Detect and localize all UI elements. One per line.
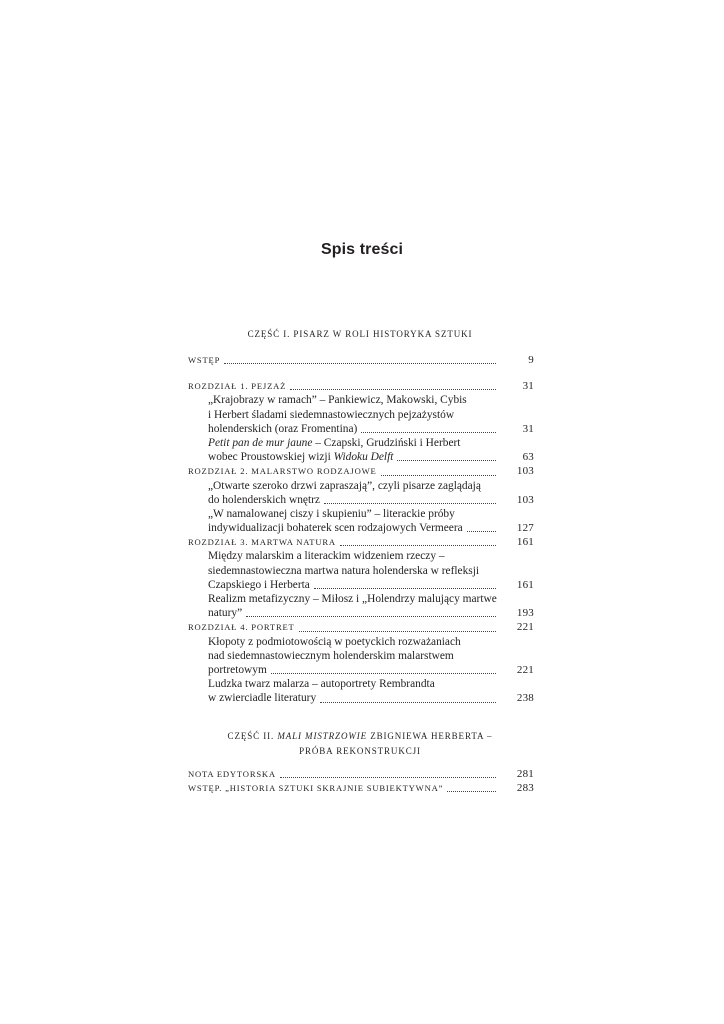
toc-page-number: 127	[516, 522, 534, 535]
toc-entry-label: ROZDZIAŁ 3. MARTWA NATURA	[188, 537, 336, 548]
part-2-heading-pre: CZĘŚĆ II.	[227, 731, 278, 741]
toc-page-number: 103	[516, 465, 534, 478]
toc-subentry-line[interactable]	[188, 521, 534, 535]
part-2-heading-post: ZBIGNIEWA HERBERTA –	[367, 731, 493, 741]
dot-leader	[246, 614, 496, 617]
toc-subentry-text: do holenderskich wnętrz	[208, 493, 320, 506]
toc-page-number: 221	[516, 621, 534, 634]
dot-leader	[320, 700, 496, 703]
dot-leader	[467, 529, 496, 532]
toc-entry-nota-edytorska[interactable]	[188, 767, 534, 781]
toc-subentry-line[interactable]	[188, 606, 534, 620]
toc-subentry-text: holenderskich (oraz Fromentina)	[208, 422, 358, 435]
toc-subentry-line[interactable]	[188, 691, 534, 705]
toc-subentry-line[interactable]	[188, 422, 534, 436]
italic-title: Petit pan de mur jaune	[208, 436, 313, 449]
toc-subentry-text	[208, 451, 395, 463]
toc-entry-rozdzial-1[interactable]	[188, 379, 534, 393]
toc-entry-rozdzial-2[interactable]	[188, 464, 534, 478]
toc-subentry-line[interactable]	[188, 578, 534, 592]
toc-page-number: 161	[516, 578, 534, 591]
toc-subentry-text	[208, 437, 462, 449]
toc-subentry-line[interactable]	[188, 450, 534, 464]
toc-page-number: 9	[528, 354, 534, 366]
part-2-heading-line-2: PRÓBA REKONSTRUKCJI	[299, 746, 421, 756]
toc-subentry-line[interactable]	[188, 479, 534, 493]
toc-subentry-line[interactable]	[188, 408, 534, 422]
toc-subentry-line[interactable]	[188, 549, 534, 563]
italic-title: Widoku Delft	[333, 451, 394, 464]
toc-subentry-line[interactable]	[188, 649, 534, 663]
toc-page-number: 63	[522, 451, 534, 464]
toc-entry-label: NOTA EDYTORSKA	[188, 769, 276, 779]
table-of-contents-part-1	[188, 353, 534, 706]
toc-page-number: 161	[516, 536, 534, 549]
toc-page-number: 238	[516, 692, 534, 705]
toc-entry-rozdzial-3[interactable]	[188, 535, 534, 549]
toc-subentry-text: „Otwarte szeroko drzwi zapraszają”, czyli pisarze zaglądają	[208, 479, 481, 492]
part-2-heading-line-1	[188, 729, 532, 744]
dot-leader	[290, 387, 496, 390]
dot-leader	[314, 586, 496, 589]
toc-entry-rozdzial-4[interactable]	[188, 620, 534, 634]
toc-page-number: 103	[516, 493, 534, 506]
dot-leader	[381, 473, 496, 476]
toc-entry-label: ROZDZIAŁ 2. MALARSTWO RODZAJOWE	[188, 466, 377, 477]
toc-subentry-line[interactable]	[188, 507, 534, 521]
toc-subentry-text: nad siedemnastowiecznym holenderskim malarstwem	[208, 649, 454, 662]
part-2-heading	[188, 729, 532, 759]
toc-page-number: 283	[516, 782, 534, 795]
toc-entry-label: ROZDZIAŁ 1. PEJZAŻ	[188, 381, 287, 392]
toc-page-number: 281	[516, 768, 534, 780]
dot-leader	[397, 458, 496, 461]
dot-leader	[324, 501, 496, 504]
dot-leader	[340, 543, 496, 546]
dot-leader	[447, 789, 496, 792]
toc-subentry-line[interactable]	[188, 493, 534, 507]
toc-subentry-text-pre: wobec Proustowskiej wizji	[208, 451, 334, 464]
dot-leader	[361, 430, 496, 433]
toc-subentry-text: indywidualizacji bohaterek scen rodzajowych Vermeera	[208, 522, 463, 535]
toc-subentry-text: Kłopoty z podmiotowością w poetyckich rozważaniach	[208, 635, 461, 648]
toc-subentry-line[interactable]	[188, 677, 534, 691]
toc-subentry-text: „W namalowanej ciszy i skupieniu” – literackie próby	[208, 507, 455, 520]
toc-subentry-text: Ludzka twarz malarza – autoportrety Rembrandta	[208, 678, 435, 691]
toc-entry-label: WSTĘP. „HISTORIA SZTUKI SKRAJNIE SUBIEKTYWNA”	[188, 783, 444, 794]
toc-subentry-text: siedemnastowieczna martwa natura holenderska w refleksji	[208, 564, 480, 577]
toc-subentry-text: Realizm metafizyczny – Miłosz i „Holendrzy malujący martwe	[208, 593, 497, 605]
dot-leader	[271, 671, 496, 674]
part-1-heading: CZĘŚĆ I. PISARZ W ROLI HISTORYKA SZTUKI	[247, 329, 473, 339]
toc-page-number: 31	[522, 380, 534, 393]
toc-subentry-text: i Herbert śladami siedemnastowiecznych pejzażystów	[208, 408, 455, 421]
toc-subentry-text-rest: – Czapski, Grudziński i Herbert	[312, 436, 461, 449]
toc-page-number: 221	[516, 663, 534, 676]
toc-entry-label: ROZDZIAŁ 4. PORTRET	[188, 622, 295, 633]
toc-subentry-line[interactable]	[188, 564, 534, 578]
toc-entry-label: WSTĘP	[188, 355, 221, 365]
dot-leader	[224, 361, 496, 364]
toc-entry-wstep-historia[interactable]	[188, 781, 534, 795]
toc-subentry-line[interactable]	[188, 663, 534, 677]
toc-subentry-text: „Krajobrazy w ramach” – Pankiewicz, Makowski, Cybis	[208, 394, 467, 407]
table-of-contents-part-2	[188, 767, 534, 795]
toc-subentry-text: Między malarskim a literackim widzeniem rzeczy –	[208, 550, 445, 563]
toc-subentry-text: w zwierciadle literatury	[208, 692, 317, 705]
dot-leader	[280, 775, 496, 778]
toc-subentry-text: Czapskiego i Herberta	[208, 578, 310, 591]
dot-leader	[299, 629, 496, 632]
toc-page-number: 31	[522, 422, 534, 435]
toc-subentry-line[interactable]	[188, 635, 534, 649]
toc-subentry-line[interactable]	[188, 436, 534, 450]
page-title: Spis treści	[320, 241, 404, 258]
toc-subentry-text: natury”	[208, 607, 243, 620]
toc-subentry-text: portretowym	[208, 663, 267, 676]
toc-entry-wstep[interactable]	[188, 353, 534, 367]
toc-page-number: 193	[516, 607, 534, 620]
toc-subentry-line[interactable]	[188, 592, 534, 606]
part-2-heading-italic: MALI MISTRZOWIE	[277, 731, 368, 741]
toc-subentry-line[interactable]	[188, 393, 534, 407]
